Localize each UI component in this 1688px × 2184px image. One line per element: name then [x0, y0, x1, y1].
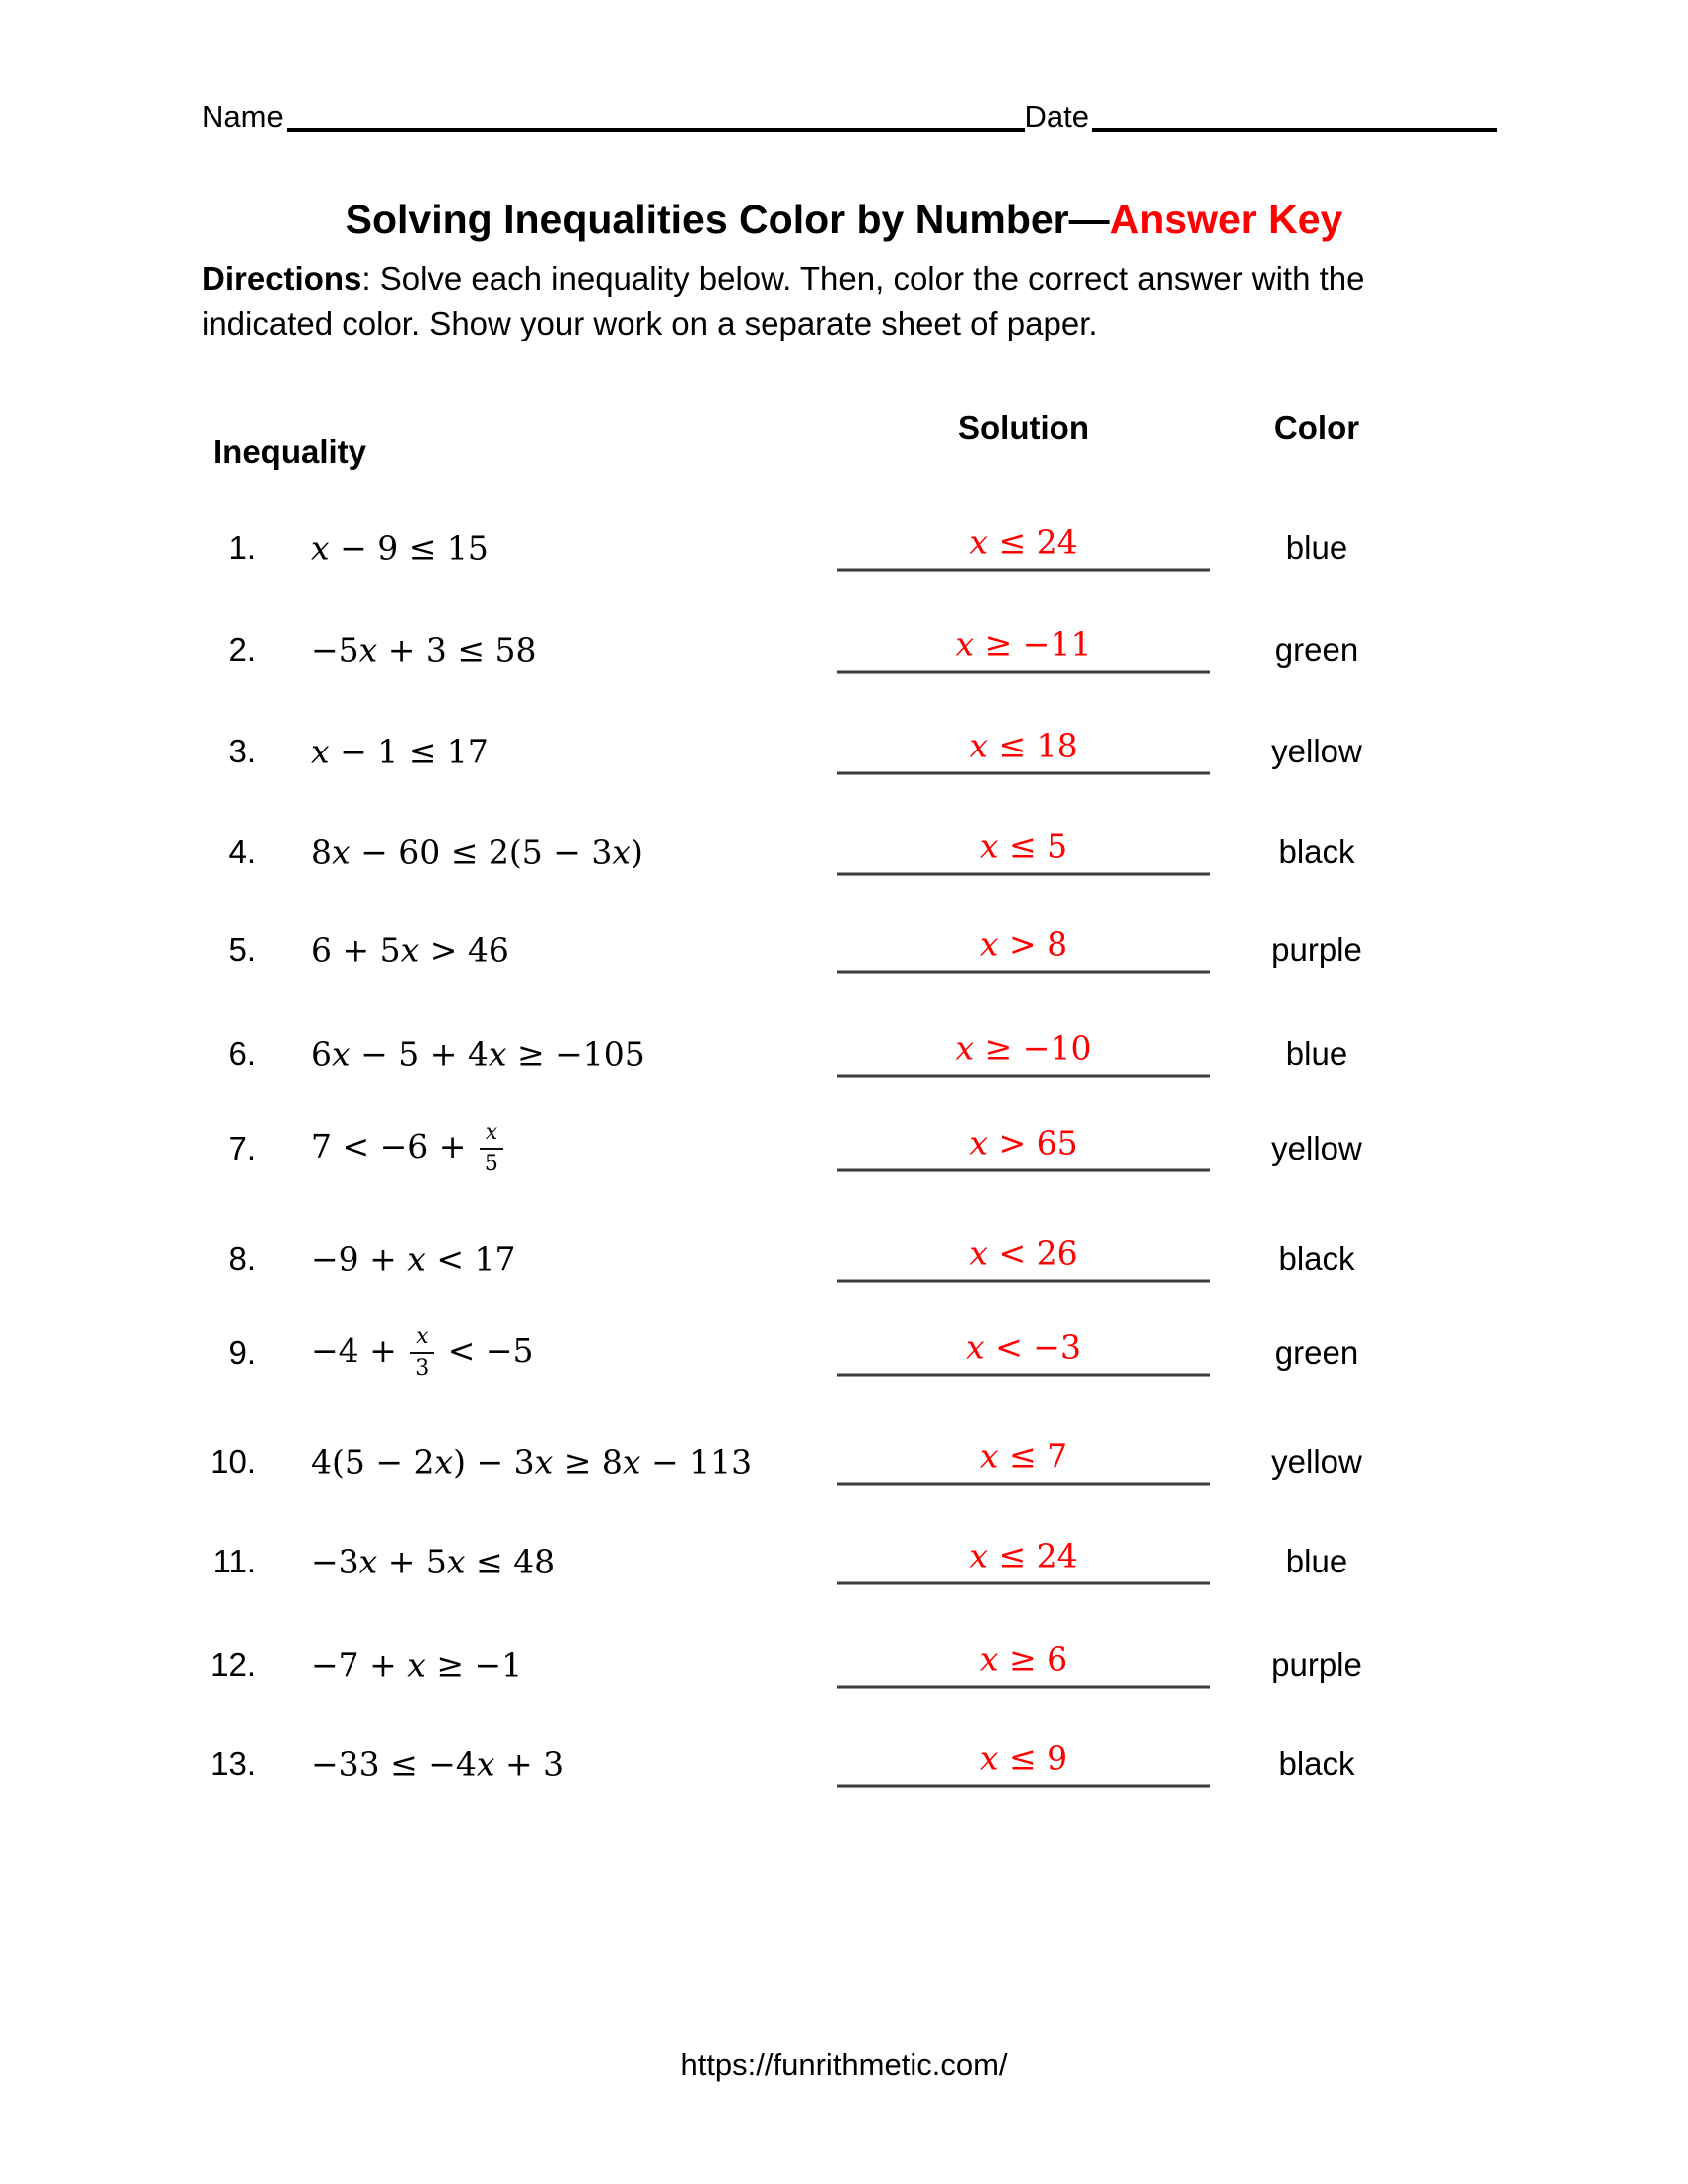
color-label: yellow	[1271, 733, 1362, 769]
solution-text: x ≤ 9	[837, 1739, 1210, 1788]
color-label: green	[1274, 631, 1359, 668]
solution-blank	[837, 1537, 1210, 1585]
name-date-row	[202, 99, 1497, 135]
color-label: yellow	[1271, 1443, 1362, 1480]
solution-blank	[837, 625, 1210, 674]
solution-text: x ≤ 7	[837, 1437, 1210, 1486]
row-inequality: x − 1 ≤ 17	[311, 732, 489, 771]
worksheet-title	[0, 197, 1688, 243]
row-inequality: 4(5 − 2x) − 3x ≥ 8x − 113	[311, 1442, 753, 1482]
title-main: Solving Inequalities Color by Number—	[345, 197, 1110, 242]
name-blank-line	[287, 128, 1025, 132]
solution-text: x ≤ 18	[837, 727, 1210, 775]
color-label: black	[1278, 1240, 1355, 1277]
solution-blank	[837, 1437, 1210, 1486]
solution-text: x ≥ 6	[837, 1640, 1210, 1689]
solution-text: x ≥ −11	[837, 625, 1210, 674]
solution-text: x ≤ 24	[837, 1537, 1210, 1585]
color-label: blue	[1285, 1035, 1348, 1072]
solution-text: x ≤ 5	[837, 827, 1210, 876]
row-inequality: −33 ≤ −4x + 3	[311, 1744, 565, 1784]
solution-blank	[837, 727, 1210, 775]
table-row	[0, 701, 1688, 802]
date-label: Date	[1024, 99, 1089, 134]
color-label: blue	[1285, 1543, 1348, 1579]
row-number: 13.	[211, 1745, 256, 1782]
solution-blank	[837, 1029, 1210, 1078]
fraction: $\frac{x}{5}$	[480, 1122, 503, 1175]
row-inequality: 7 < −6 + $\frac{x}{5}$	[311, 1122, 506, 1175]
row-inequality: 6x − 5 + 4x ≥ −105	[311, 1034, 645, 1074]
table-row	[0, 1302, 1688, 1404]
color-label: black	[1278, 1745, 1355, 1782]
row-inequality: −7 + x ≥ −1	[311, 1645, 523, 1685]
solution-blank	[837, 1328, 1210, 1377]
row-number: 11.	[212, 1543, 256, 1579]
row-inequality: −9 + x < 17	[311, 1239, 516, 1279]
color-label: yellow	[1271, 1130, 1362, 1166]
table-row	[0, 801, 1688, 902]
table-row	[0, 1004, 1688, 1105]
table-row	[0, 899, 1688, 1001]
row-number: 9.	[228, 1334, 256, 1371]
row-number: 6.	[228, 1035, 256, 1072]
row-inequality: −5x + 3 ≤ 58	[311, 630, 537, 670]
solution-blank	[837, 827, 1210, 876]
table-row	[0, 1614, 1688, 1715]
solution-text: x < −3	[837, 1328, 1210, 1377]
table-row	[0, 1098, 1688, 1199]
fraction: $\frac{x}{3}$	[410, 1326, 434, 1380]
row-number: 12.	[211, 1646, 256, 1683]
date-blank-line	[1092, 128, 1497, 132]
column-header-solution: Solution	[958, 409, 1089, 446]
solution-text: x ≤ 24	[837, 523, 1210, 572]
table-row	[0, 497, 1688, 599]
directions-line2: indicated color. Show your work on a separate sheet of paper.	[202, 305, 1098, 341]
directions-line1: : Solve each inequality below. Then, color the correct answer with the	[361, 260, 1365, 297]
table-row	[0, 1412, 1688, 1513]
row-inequality: −3x + 5x ≤ 48	[311, 1542, 556, 1581]
solution-blank	[837, 925, 1210, 974]
row-number: 2.	[228, 631, 256, 668]
solution-blank	[837, 523, 1210, 572]
row-inequality: 6 + 5x > 46	[311, 930, 509, 970]
row-number: 3.	[228, 733, 256, 769]
column-header-color: Color	[1273, 409, 1360, 446]
solution-blank	[837, 1739, 1210, 1788]
row-number: 1.	[228, 529, 256, 566]
directions-label: Directions	[202, 260, 362, 297]
row-number: 7.	[228, 1130, 256, 1166]
solution-text: x > 65	[837, 1124, 1210, 1172]
column-header-inequality: Inequality	[213, 433, 367, 470]
table-row	[0, 1713, 1688, 1815]
color-label: purple	[1271, 1646, 1362, 1683]
table-row	[0, 1511, 1688, 1612]
table-row	[0, 600, 1688, 701]
row-number: 5.	[228, 931, 256, 968]
color-label: blue	[1285, 529, 1348, 566]
color-label: purple	[1271, 931, 1362, 968]
row-inequality: 8x − 60 ≤ 2(5 − 3x)	[311, 832, 643, 872]
color-label: black	[1278, 833, 1355, 870]
row-inequality: −4 + $\frac{x}{3}$ < −5	[311, 1324, 534, 1381]
name-label: Name	[202, 99, 284, 134]
title-answer-key: Answer Key	[1109, 197, 1343, 242]
directions	[202, 256, 1473, 345]
solution-text: x < 26	[837, 1234, 1210, 1283]
row-inequality: x − 9 ≤ 15	[311, 528, 489, 568]
solution-text: x ≥ −10	[837, 1029, 1210, 1078]
solution-text: x > 8	[837, 925, 1210, 974]
solution-blank	[837, 1124, 1210, 1172]
solution-blank	[837, 1640, 1210, 1689]
row-number: 10.	[211, 1443, 256, 1480]
footer-url: https://funrithmetic.com/	[680, 2047, 1008, 2082]
row-number: 8.	[228, 1240, 256, 1277]
table-row	[0, 1208, 1688, 1309]
row-number: 4.	[228, 833, 256, 870]
solution-blank	[837, 1234, 1210, 1283]
color-label: green	[1274, 1334, 1359, 1371]
